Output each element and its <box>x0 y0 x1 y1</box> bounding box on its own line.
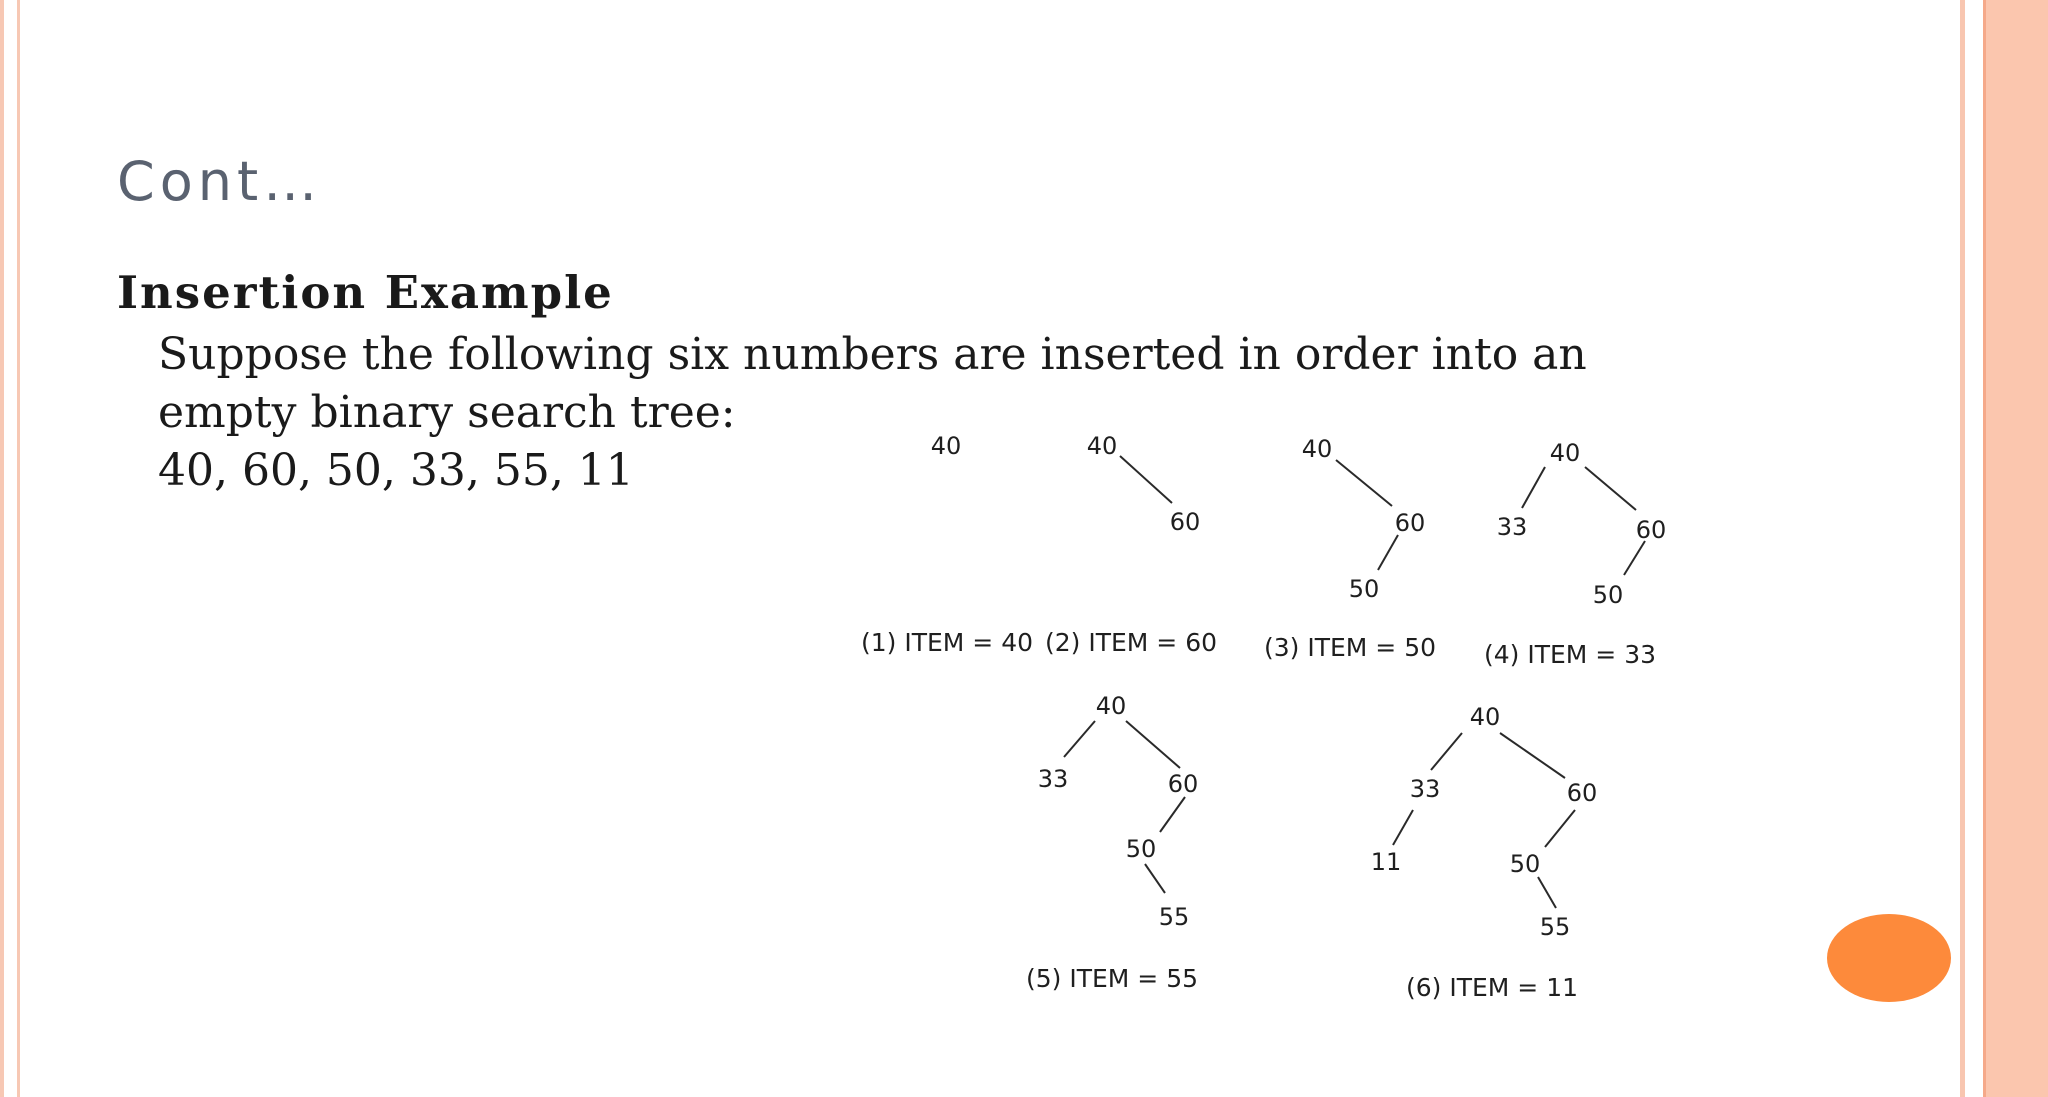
tree-edge <box>1126 721 1180 768</box>
tree-node: 33 <box>1037 765 1069 793</box>
slide-title: Cont… <box>117 150 323 213</box>
tree-node: 40 <box>1086 432 1118 460</box>
step-caption: (2) ITEM = 60 <box>1044 628 1218 657</box>
step-caption: (3) ITEM = 50 <box>1263 633 1437 662</box>
tree-edge <box>1624 541 1645 575</box>
tree-edge <box>1431 733 1462 770</box>
tree-node: 33 <box>1409 775 1441 803</box>
tree-node: 33 <box>1496 513 1528 541</box>
tree-edge <box>1585 467 1636 510</box>
slide-nav-dot[interactable] <box>1827 914 1951 1002</box>
section-heading: Insertion Example <box>117 266 614 319</box>
tree-edge <box>1522 467 1545 508</box>
tree-edge <box>1145 864 1165 893</box>
step-caption: (5) ITEM = 55 <box>1025 964 1199 993</box>
tree-node: 40 <box>1095 692 1127 720</box>
tree-node: 40 <box>1301 435 1333 463</box>
body-line-2: empty binary search tree: <box>158 387 736 438</box>
tree-edge <box>1336 460 1392 506</box>
step-caption: (4) ITEM = 33 <box>1483 640 1657 669</box>
body-line-1: Suppose the following six numbers are inserted in order into an <box>158 329 1587 380</box>
tree-node: 11 <box>1370 848 1402 876</box>
tree-node: 50 <box>1509 850 1541 878</box>
tree-edge <box>1120 456 1172 503</box>
tree-node: 55 <box>1539 913 1571 941</box>
tree-step-1 <box>861 432 1033 657</box>
tree-step-2 <box>1045 432 1217 657</box>
tree-edge <box>1160 797 1185 832</box>
tree-node: 40 <box>930 432 962 460</box>
tree-edge <box>1393 810 1413 845</box>
tree-step-6 <box>1371 703 1598 1002</box>
tree-node: 60 <box>1169 508 1201 536</box>
tree-step-3 <box>1264 435 1436 662</box>
tree-node: 50 <box>1592 581 1624 609</box>
tree-node: 60 <box>1167 770 1199 798</box>
tree-node: 50 <box>1348 575 1380 603</box>
tree-node: 60 <box>1566 779 1598 807</box>
tree-edge <box>1500 733 1565 778</box>
tree-edge <box>1064 721 1095 757</box>
tree-step-4 <box>1484 439 1666 669</box>
tree-edge <box>1545 810 1575 847</box>
tree-edge <box>1538 877 1556 908</box>
tree-edge <box>1378 535 1398 570</box>
step-caption: (6) ITEM = 11 <box>1405 973 1579 1002</box>
tree-node: 50 <box>1125 835 1157 863</box>
tree-node: 60 <box>1394 509 1426 537</box>
tree-node: 55 <box>1158 903 1190 931</box>
tree-node: 40 <box>1549 439 1581 467</box>
body-line-3: 40, 60, 50, 33, 55, 11 <box>158 445 634 496</box>
step-caption: (1) ITEM = 40 <box>860 628 1034 657</box>
tree-step-5 <box>1026 692 1198 993</box>
tree-node: 60 <box>1635 516 1667 544</box>
tree-node: 40 <box>1469 703 1501 731</box>
